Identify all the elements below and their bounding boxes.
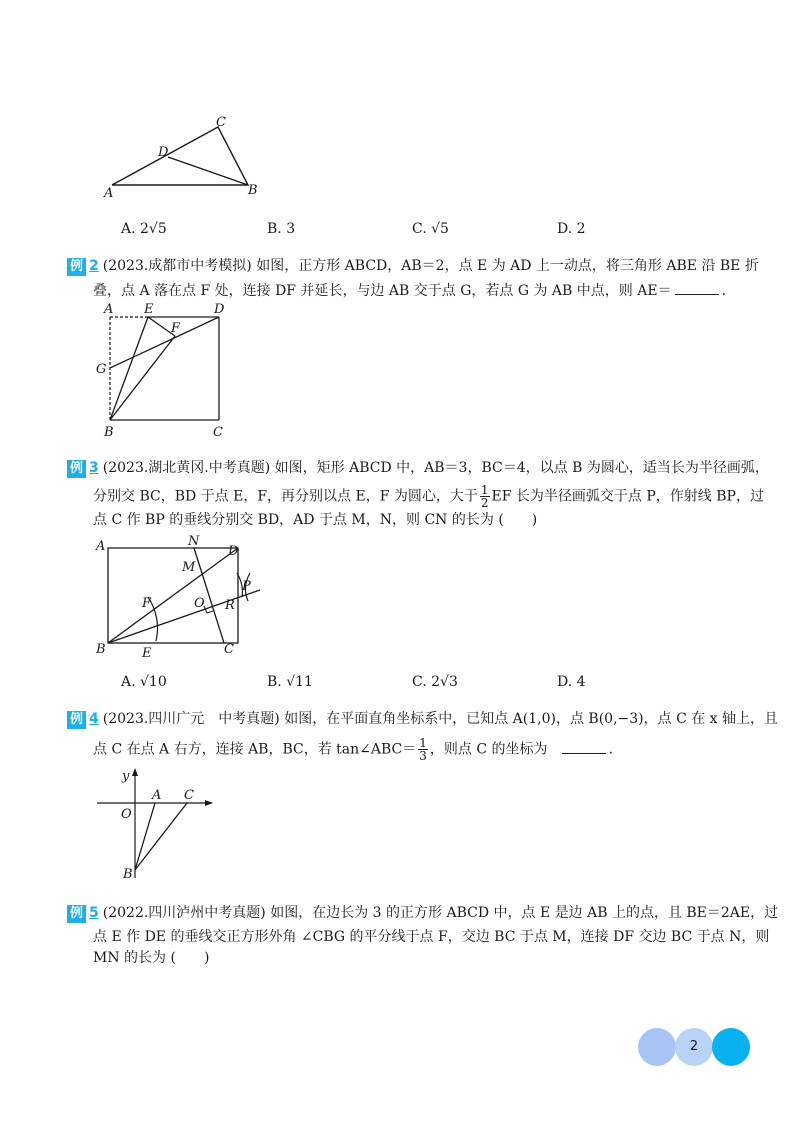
ex2-line1 xyxy=(67,256,759,276)
ex4-line2: 点 C 在点 A 右方，连接 AB，BC，若 tan∠ABC＝ $\frac{1}{3}$ ，则点 C 的坐标为 . xyxy=(93,736,613,763)
q1-option-c[interactable]: C. √5 xyxy=(412,221,449,237)
label-a: A xyxy=(104,186,114,200)
ex5-tag: 例 xyxy=(67,905,86,923)
ex4-line1: 例 4 (2023.四川广元 中考真题) 如图，在平面直角坐标系中，已知点 A(1,0)，点 B(0,−3)，点 C 在 x 轴上，且 xyxy=(67,709,778,729)
svg-text:A: A xyxy=(96,539,106,554)
svg-text:A: A xyxy=(104,302,114,317)
label-d: D xyxy=(158,145,169,160)
ex3-line2: 分别交 BC，BD 于点 E，F，再分别以点 E，F 为圆心，大于 $\frac{1}{2}$ EF 长为半径画弧交于点 P，作射线 BP，过 xyxy=(93,483,764,510)
ex2-tag: 例 xyxy=(67,258,86,276)
page-circle-right xyxy=(712,1028,750,1066)
svg-text:D: D xyxy=(228,544,239,559)
ex2-text-2: 叠，点 A 落在点 F 处，连接 DF 并延长，与边 AB 交于点 G，若点 G 为 AB 中点，则 AE＝ xyxy=(93,283,672,299)
svg-text:M: M xyxy=(182,560,196,575)
ex4-number: 4 xyxy=(89,711,99,727)
ex3-tag: 例 xyxy=(67,460,86,478)
ex4-tag: 例 xyxy=(67,711,86,729)
figure-coordinate-plane xyxy=(92,765,222,885)
figure-rectangle-construction xyxy=(92,535,272,660)
ex3-option-d[interactable]: D. 4 xyxy=(557,674,586,690)
svg-text:C: C xyxy=(224,642,234,657)
label-b: B xyxy=(248,183,258,198)
svg-text:D: D xyxy=(214,302,225,317)
svg-text:y: y xyxy=(122,769,130,784)
svg-text:F: F xyxy=(142,596,152,611)
ex5-line2: 点 E 作 DE 的垂线交正方形外角 ∠CBG 的平分线于点 F，交边 BC 于点 M，连接 DF 交边 BC 于点 N，则 xyxy=(93,929,770,945)
svg-text:P: P xyxy=(242,579,251,594)
ex2-number: 2 xyxy=(89,258,99,274)
ex3-line1: 例 3 (2023.湖北黄冈.中考真题) 如图，矩形 ABCD 中，AB＝3，BC＝4，以点 B 为圆心，适当长为半径画弧， xyxy=(67,458,769,478)
figure-triangle-abc xyxy=(100,110,270,200)
svg-text:B: B xyxy=(123,867,133,882)
figure-square-fold xyxy=(95,300,235,442)
svg-text:C: C xyxy=(184,788,194,803)
ex5-line1: 例 5 (2022.四川泸州中考真题) 如图，在边长为 3 的正方形 ABCD 中，点 E 是边 AB 上的点，且 BE＝2AE，过 xyxy=(67,903,778,923)
q1-option-d[interactable]: D. 2 xyxy=(557,221,586,237)
ex2-answer-blank[interactable] xyxy=(675,280,719,295)
svg-text:R: R xyxy=(225,598,235,613)
ex2-text-1: (2023.成都市中考模拟) 如图，正方形 ABCD，AB＝2，点 E 为 AD 上一动点，将三角形 ABE 沿 BE 折 xyxy=(102,258,759,274)
q1-option-b[interactable]: B. 3 xyxy=(267,221,296,237)
page-number: 2 xyxy=(689,1039,699,1054)
svg-text:O: O xyxy=(194,596,205,611)
svg-text:A: A xyxy=(152,788,162,803)
ex3-number: 3 xyxy=(89,460,99,476)
svg-text:O: O xyxy=(121,807,132,822)
svg-text:G: G xyxy=(96,362,107,377)
ex2-line2: 叠，点 A 落在点 F 处，连接 DF 并延长，与边 AB 交于点 G，若点 G 为 AB 中点，则 AE＝ . xyxy=(93,280,726,301)
ex5-number: 5 xyxy=(89,905,99,921)
svg-text:B: B xyxy=(96,642,106,657)
svg-text:E: E xyxy=(144,302,154,317)
ex5-line3: MN 的长为 ( ) xyxy=(93,950,210,966)
ex3-option-c[interactable]: C. 2√3 xyxy=(412,674,458,690)
ex4-fraction: $\frac{1}{3}$ xyxy=(419,736,427,763)
svg-text:B: B xyxy=(104,425,114,440)
ex3-option-a[interactable]: A. √10 xyxy=(121,674,167,690)
svg-text:E: E xyxy=(142,646,152,660)
ex3-option-b[interactable]: B. √11 xyxy=(267,674,313,690)
ex3-line3: 点 C 作 BP 的垂线分别交 BD，AD 于点 M，N，则 CN 的长为 ( ) xyxy=(93,512,538,528)
page-circle-left xyxy=(638,1028,676,1066)
svg-text:N: N xyxy=(188,535,200,549)
label-c: C xyxy=(216,115,226,130)
svg-text:F: F xyxy=(171,321,181,336)
q1-option-a[interactable]: A. 2√5 xyxy=(121,221,167,237)
ex4-answer-blank[interactable] xyxy=(562,739,606,754)
svg-text:C: C xyxy=(213,425,223,440)
ex3-fraction: $\frac{1}{2}$ xyxy=(480,483,489,510)
